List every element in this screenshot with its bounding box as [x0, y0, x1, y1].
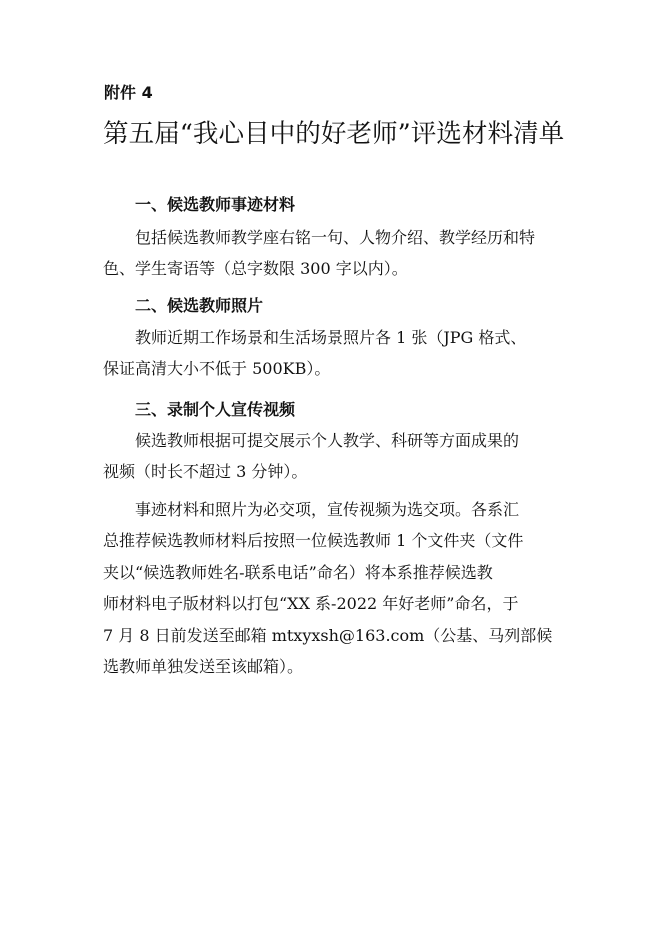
section-heading-2: 二、候选教师照片 [135, 296, 264, 315]
section-body-2 [103, 322, 563, 385]
paragraph-line: 色、学生寄语等（总字数限 300 字以内）。 [103, 259, 408, 279]
closing-paragraph [103, 494, 563, 682]
paragraph-line: 夹以“候选教师姓名-联系电话”命名）将本系推荐候选教 [103, 562, 493, 582]
paragraph-line: 包括候选教师教学座右铭一句、人物介绍、教学经历和特 [135, 228, 536, 247]
section-heading-3: 三、录制个人宣传视频 [135, 400, 296, 419]
section-body-1 [103, 222, 563, 285]
paragraph-line: 选教师单独发送至该邮箱）。 [103, 656, 304, 676]
section-heading-1: 一、候选教师事迹材料 [135, 195, 296, 214]
paragraph-line: 总推荐候选教师材料后按照一位候选教师 1 个文件夹（文件 [103, 531, 524, 551]
document-title: 第五届“我心目中的好老师”评选材料清单 [103, 119, 565, 149]
paragraph-line: 事迹材料和照片为必交项，宣传视频为选交项。各系汇 [135, 500, 520, 519]
paragraph-line: 教师近期工作场景和生活场景照片各 1 张（JPG 格式、 [135, 328, 527, 347]
attachment-label: 附件 4 [104, 83, 153, 102]
paragraph-line: 视频（时长不超过 3 分钟）。 [103, 462, 308, 482]
paragraph-line: 候选教师根据可提交展示个人教学、科研等方面成果的 [135, 431, 520, 450]
paragraph-line: 7 月 8 日前发送至邮箱 mtxyxsh@163.com（公基、马列部候 [103, 625, 553, 645]
paragraph-line: 师材料电子版材料以打包“XX 系-2022 年好老师”命名，于 [103, 594, 519, 614]
section-body-3 [103, 425, 563, 488]
paragraph-line: 保证高清大小不低于 500KB）。 [103, 359, 331, 379]
